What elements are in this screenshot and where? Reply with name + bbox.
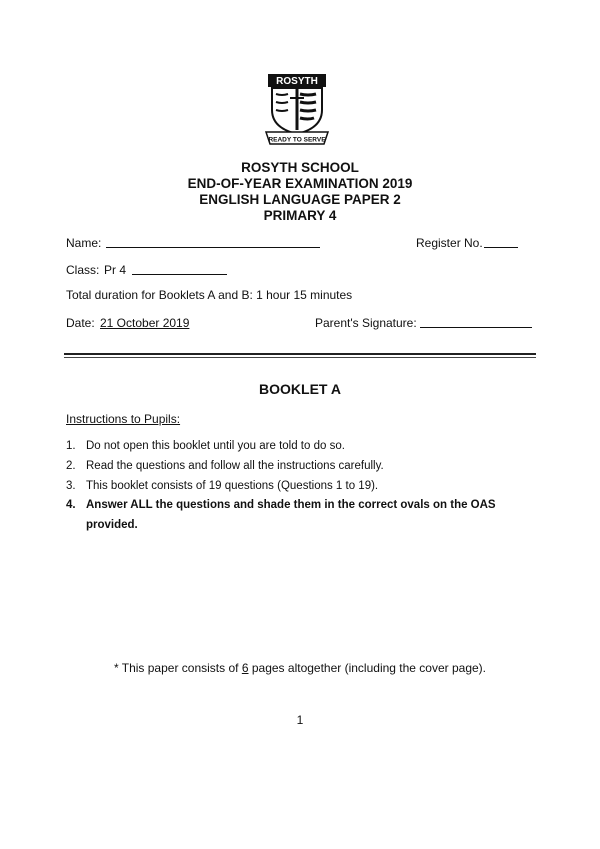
name-label: Name: [66,236,102,250]
class-field[interactable] [132,274,227,275]
instruction-text: This booklet consists of 19 questions (Questions 1 to 19). [86,480,379,492]
school-name: ROSYTH SCHOOL [241,160,359,175]
class-label: Class: [66,263,100,277]
instruction-number: 4. [66,499,76,511]
note-prefix: * This paper consists of [113,661,239,675]
date-value: 21 October 2019 [100,316,190,330]
signature-label: Parent's Signature: [315,316,417,330]
register-label: Register No. [416,236,483,250]
booklet-title: BOOKLET A [259,381,341,397]
level-title: PRIMARY 4 [263,208,337,223]
duration-text: Total duration for Booklets A and B: 1 hour 15 minutes [66,288,353,302]
instruction-text-continued: provided. [86,519,138,531]
crest-motto-text: READY TO SERVE [268,136,326,144]
note-page-count: 6 [241,661,249,675]
instruction-number: 2. [66,460,76,472]
instruction-number: 3. [66,480,76,492]
note-suffix: pages altogether (including the cover page). [251,661,487,675]
class-value: Pr 4 [104,263,127,277]
name-field[interactable] [106,247,320,248]
divider-rule [64,353,536,355]
instruction-number: 1. [66,440,76,452]
register-field[interactable] [484,247,518,248]
instruction-text: Do not open this booklet until you are told to do so. [86,440,345,452]
divider-rule-thin [64,357,536,358]
crest-shield-icon [262,72,332,146]
instruction-text: Answer ALL the questions and shade them in the correct ovals on the OAS [86,499,496,511]
instruction-text: Read the questions and follow all the instructions carefully. [86,460,384,472]
paper-title: ENGLISH LANGUAGE PAPER 2 [199,192,401,207]
instructions-title: Instructions to Pupils: [66,412,181,426]
crest-banner-text: ROSYTH [276,76,318,87]
exam-title: END-OF-YEAR EXAMINATION 2019 [187,176,413,191]
school-crest-logo [262,72,332,146]
page-count-note [0,661,600,675]
signature-field[interactable] [420,327,532,328]
date-label: Date: [66,316,95,330]
page-number: 1 [296,713,304,727]
